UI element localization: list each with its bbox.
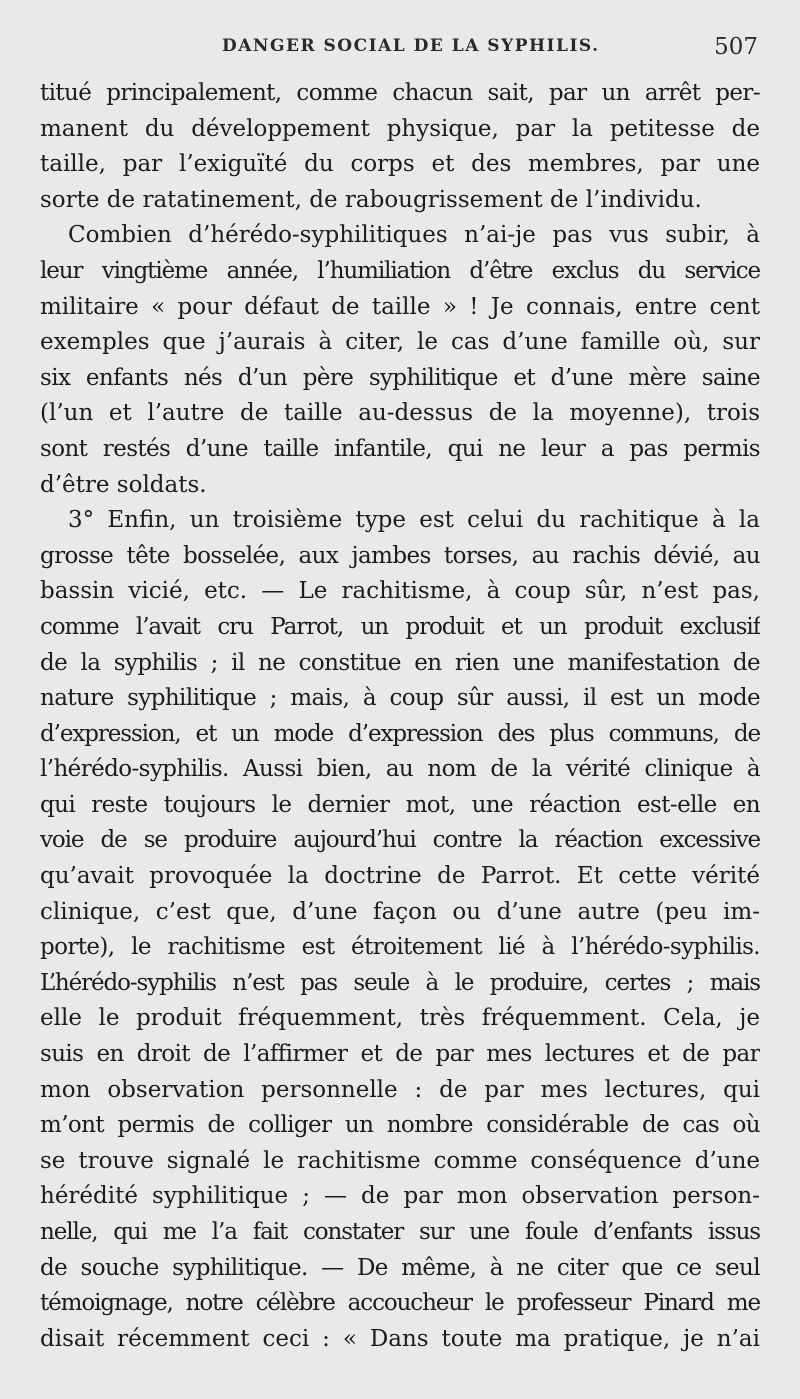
text-line: exemples que j’aurais à citer, le cas d’une famille où, sur [40, 329, 760, 356]
text-line: se trouve signalé le rachitisme comme conséquence d’une [40, 1147, 760, 1174]
text-line: qui reste toujours le dernier mot, une réaction est-elle en [40, 791, 760, 818]
text-line: nelle, qui me l’a fait constater sur une foule d’enfants issus [40, 1219, 760, 1245]
text-line: (l’un et l’autre de taille au-dessus de la moyenne), trois [40, 400, 760, 427]
text-line: 3° Enfin, un troisième type est celui du rachitique à la [68, 507, 760, 534]
text-line: disait récemment ceci : « Dans toute ma pratique, je n’ai [40, 1325, 760, 1352]
text-line: bassin vicié, etc. — Le rachitisme, à coup sûr, n’est pas, [40, 578, 760, 605]
text-line: leur vingtième année, l’humiliation d’être exclus du service [40, 257, 760, 284]
text-line: d’expression, et un mode d’expression des plus communs, de [40, 720, 760, 747]
text-line: de la syphilis ; il ne constitue en rien une manifestation de [40, 649, 760, 676]
text-line: clinique, c’est que, d’une façon ou d’une autre (peu im- [40, 898, 760, 925]
text-line: d’être soldats. [40, 471, 207, 498]
running-title: DANGER SOCIAL DE LA SYPHILIS. [222, 36, 600, 56]
text-line: l’hérédo-syphilis. Aussi bien, au nom de la vérité clinique à [40, 756, 760, 783]
text-line: hérédité syphilitique ; — de par mon observation person- [40, 1183, 760, 1210]
text-line: nature syphilitique ; mais, à coup sûr aussi, il est un mode [40, 685, 760, 712]
text-line: six enfants nés d’un père syphilitique et d’une mère saine [40, 364, 760, 391]
text-line: sorte de ratatinement, de rabougrissement de l’individu. [40, 186, 702, 213]
text-line: Combien d’hérédo-syphilitiques n’ai-je pas vus subir, à [68, 222, 760, 249]
text-line: comme l’avait cru Parrot, un produit et un produit exclusif [40, 613, 760, 640]
text-line: voie de se produire aujourd’hui contre la réaction excessive [40, 827, 760, 854]
text-line: grosse tête bosselée, aux jambes torses, au rachis dévié, au [40, 542, 760, 569]
text-line: mon observation personnelle : de par mes lectures, qui [40, 1076, 760, 1103]
text-line: sont restés d’une taille infantile, qui ne leur a pas permis [40, 435, 760, 462]
text-line: L’hérédo-syphilis n’est pas seule à le produire, certes ; mais [40, 969, 760, 996]
text-line: témoignage, notre célèbre accoucheur le professeur Pinard me [40, 1290, 760, 1317]
text-line: qu’avait provoquée la doctrine de Parrot. Et cette vérité [40, 863, 760, 890]
text-line: elle le produit fréquemment, très fréquemment. Cela, je [40, 1005, 760, 1032]
text-line: taille, par l’exiguïté du corps et des membres, par une [40, 151, 760, 178]
page-number: 507 [714, 34, 758, 60]
body-text [40, 76, 760, 1357]
text-line: titué principalement, comme chacun sait, par un arrêt per- [40, 80, 760, 106]
text-line: porte), le rachitisme est étroitement lié à l’hérédo-syphilis. [40, 934, 760, 961]
text-line: manent du développement physique, par la petitesse de [40, 115, 760, 142]
text-line: m’ont permis de colliger un nombre considérable de cas où [40, 1112, 760, 1139]
text-line: suis en droit de l’affirmer et de par mes lectures et de par [40, 1041, 760, 1068]
running-head [40, 36, 760, 66]
text-line: de souche syphilitique. — De même, à ne citer que ce seul [40, 1254, 760, 1281]
text-line: militaire « pour défaut de taille » ! Je connais, entre cent [40, 293, 760, 320]
